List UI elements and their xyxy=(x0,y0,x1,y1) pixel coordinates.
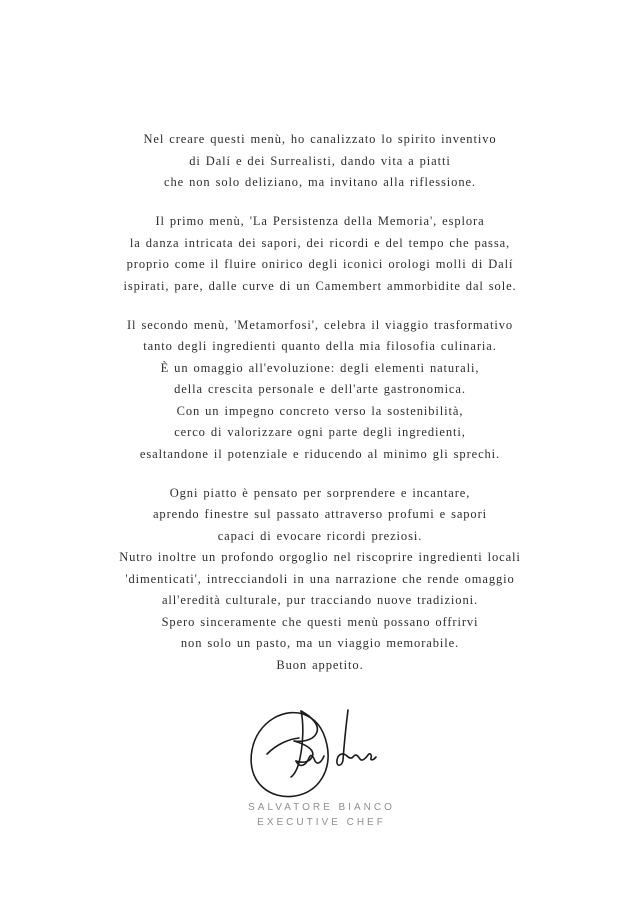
letter-line: tanto degli ingredienti quanto della mia filosofia culinaria. xyxy=(143,339,497,353)
letter-paragraph xyxy=(0,315,640,466)
letter-line: la danza intricata dei sapori, dei ricordi e del tempo che passa, xyxy=(129,235,511,250)
letter-line: Nel creare questi menù, ho canalizzato lo spirito inventivo xyxy=(143,132,497,146)
letter-line: aprendo finestre sul passato attraverso profumi e sapori xyxy=(152,507,488,521)
letter-line: di Dalí e dei Surrealisti, dando vita a piatti xyxy=(189,153,451,168)
letter-paragraph xyxy=(0,483,640,677)
letter-line: È un omaggio all'evoluzione: degli elementi naturali, xyxy=(160,360,480,375)
letter-line: che non solo deliziano, ma invitano alla riflessione. xyxy=(164,175,476,189)
letter-line: 'dimenticati', intrecciandoli in una narrazione che rende omaggio xyxy=(125,571,515,586)
letter-line: all'eredità culturale, pur tracciando nuove tradizioni. xyxy=(161,593,478,607)
letter-line: Nutro inoltre un profondo orgoglio nel riscoprire ingredienti locali xyxy=(119,550,521,564)
letter-line: ispirati, pare, dalle curve di un Camembert ammorbidite dal sole. xyxy=(123,278,517,293)
handwritten-signature-icon xyxy=(235,700,405,800)
letter-line: Il secondo menù, 'Metamorfosi', celebra il viaggio trasformativo xyxy=(126,317,514,332)
letter-line: Ogni piatto è pensato per sorprendere e incantare, xyxy=(169,485,471,500)
signature-block xyxy=(0,700,640,830)
letter-line: cerco di valorizzare ogni parte degli ingredienti, xyxy=(174,425,466,439)
letter-paragraph xyxy=(0,211,640,297)
letter-line: Con un impegno concreto verso la sostenibilità, xyxy=(176,403,464,418)
letter-line: non solo un pasto, ma un viaggio memorabile. xyxy=(180,636,460,650)
letter-line: Spero sinceramente che questi menù possano offrirvi xyxy=(161,614,479,629)
letter-paragraph xyxy=(0,129,640,194)
letter-line: Buon appetito. xyxy=(276,657,364,672)
chef-title: EXECUTIVE CHEF xyxy=(257,817,386,828)
letter-line: proprio come il fluire onirico degli iconici orologi molli di Dalí xyxy=(126,257,514,271)
letter-line: capaci di evocare ricordi preziosi. xyxy=(217,528,423,543)
letter-line: della crescita personale e dell'arte gastronomica. xyxy=(174,382,466,396)
chef-name: SALVATORE BIANCO xyxy=(248,802,395,813)
letter-line: esaltandone il potenziale e riducendo al minimo gli sprechi. xyxy=(139,446,501,461)
letter-line: Il primo menù, 'La Persistenza della Memoria', esplora xyxy=(155,214,485,228)
